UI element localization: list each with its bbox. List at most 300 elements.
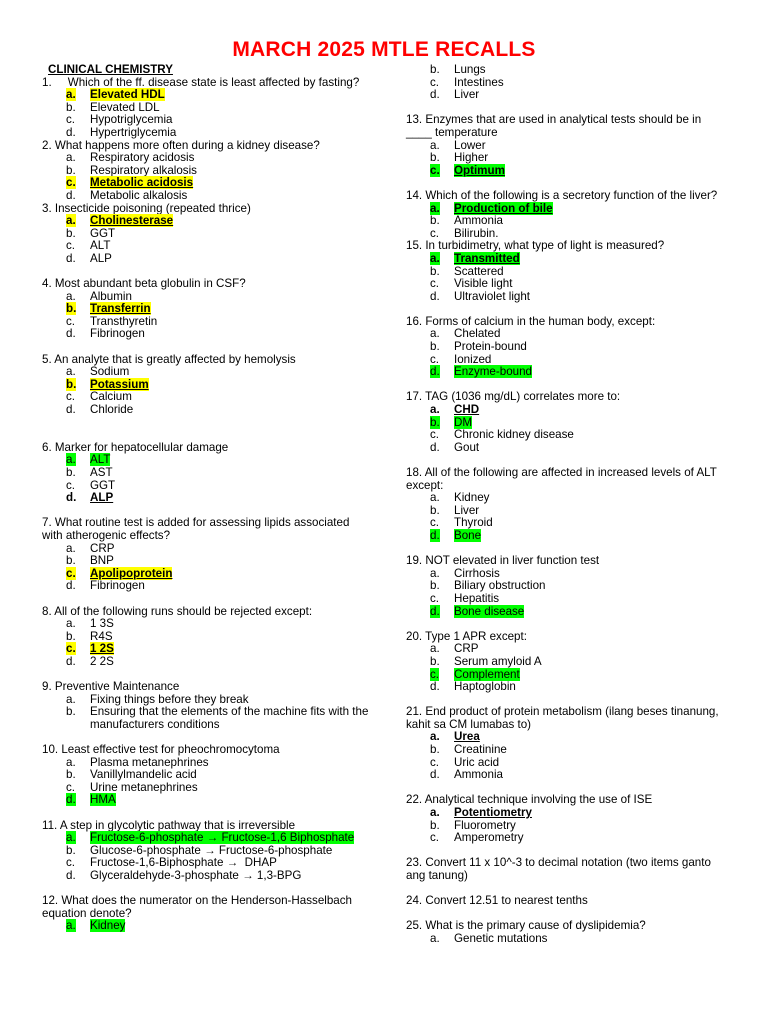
option-text: Sodium <box>90 365 130 379</box>
answer-option <box>406 681 728 694</box>
question-text: 9. Preventive Maintenance <box>42 680 180 694</box>
option-letter-text: c. <box>430 277 440 291</box>
option-text: Apolipoprotein <box>90 566 173 580</box>
spacer <box>42 341 372 354</box>
question-text: 17. TAG (1036 mg/dL) correlates more to: <box>406 390 621 404</box>
option-text-wrap <box>90 480 372 493</box>
option-letter-text: d. <box>66 654 76 668</box>
option-letter-text: a. <box>430 566 440 580</box>
option-text: Urea <box>454 730 480 744</box>
option-letter-text: a. <box>430 251 440 265</box>
option-text: Cirrhosis <box>454 566 500 580</box>
option-letter <box>66 580 90 593</box>
question-text: 11. A step in glycolytic pathway that is irreversible <box>42 818 296 832</box>
question-text: 21. End product of protein metabolism (ilang beses tinanung, kahit sa CM lumabas to) <box>406 705 719 731</box>
option-letter-text: a. <box>430 931 440 945</box>
question-text: 3. Insecticide poisoning (repeated thrice) <box>42 201 251 215</box>
answer-option <box>406 656 728 669</box>
right-column <box>406 64 728 946</box>
option-text: Plasma metanephrines <box>90 755 209 769</box>
option-letter <box>430 366 454 379</box>
option-letter-text: b. <box>66 466 76 479</box>
option-letter <box>430 832 454 845</box>
option-text: Liver <box>454 503 480 517</box>
option-text: Fluorometry <box>454 818 516 832</box>
question-item <box>42 895 372 933</box>
answer-option <box>42 706 372 731</box>
option-text: Chloride <box>90 403 134 417</box>
option-letter-text: a. <box>430 327 440 341</box>
option-letter-text: a. <box>66 289 76 303</box>
option-letter-text: c. <box>66 780 76 794</box>
option-letter-text: b. <box>66 554 76 568</box>
option-text: Hypotriglycemia <box>90 113 173 127</box>
option-text: Fructose-1,6-Biphosphate → DHAP <box>90 856 277 870</box>
question-text: 15. In turbidimetry, what type of light is measured? <box>406 239 665 253</box>
option-letter-text: b. <box>430 579 440 593</box>
option-letter-text: c. <box>430 755 440 769</box>
option-text: Ammonia <box>454 768 503 782</box>
option-letter-text: a. <box>66 365 76 379</box>
option-text: Ensuring that the elements of the machine fits with the manufacturers conditions <box>90 705 369 731</box>
option-text: R4S <box>90 629 113 643</box>
option-text: Liver <box>454 88 480 102</box>
option-text: ALP <box>90 251 112 265</box>
option-text: Lower <box>454 138 486 152</box>
option-text: GGT <box>90 478 116 492</box>
left-column <box>42 64 372 933</box>
option-letter-text: b. <box>430 214 440 228</box>
option-text-wrap <box>90 328 372 341</box>
spacer <box>406 618 728 631</box>
question-item <box>406 631 728 694</box>
question-text: 23. Convert 11 x 10^-3 to decimal notation (two items ganto ang tanung) <box>406 856 711 882</box>
option-text-wrap <box>454 291 728 304</box>
option-letter-text: c. <box>66 113 76 127</box>
option-letter <box>430 530 454 543</box>
option-letter <box>66 190 90 203</box>
option-text-wrap <box>454 530 728 543</box>
option-text: CRP <box>90 541 115 555</box>
option-text-wrap <box>454 140 728 153</box>
option-letter-text: b. <box>430 503 440 517</box>
option-letter <box>66 253 90 266</box>
option-text: Potentiometry <box>454 806 532 820</box>
option-text: Elevated HDL <box>90 88 165 102</box>
answer-option <box>406 769 728 782</box>
question-item <box>406 240 728 303</box>
option-text: Calcium <box>90 390 132 404</box>
left-question-list <box>42 77 372 933</box>
option-text-wrap <box>454 492 728 505</box>
option-letter <box>66 328 90 341</box>
option-text: Amperometry <box>454 831 524 845</box>
option-letter-text: d. <box>66 793 76 807</box>
option-text: Elevated LDL <box>90 100 160 114</box>
question-item <box>406 467 728 543</box>
option-letter-text: a. <box>430 806 440 820</box>
option-text-wrap <box>90 492 372 505</box>
answer-option <box>42 328 372 341</box>
option-letter-text: b. <box>430 63 440 76</box>
option-letter-text: d. <box>430 440 440 454</box>
option-text: Enzyme-bound <box>454 365 532 379</box>
option-text: Uric acid <box>454 755 500 769</box>
question-text: 4. Most abundant beta globulin in CSF? <box>42 277 246 291</box>
option-letter-text: c. <box>66 856 76 870</box>
question-text: 25. What is the primary cause of dyslipidemia? <box>406 919 646 933</box>
option-letter-text: b. <box>66 629 76 643</box>
option-text-wrap <box>454 89 728 102</box>
option-text: GGT <box>90 226 116 240</box>
option-text-wrap <box>454 505 728 518</box>
question-text: 13. Enzymes that are used in analytical tests should be in ____ temperature <box>406 113 702 139</box>
option-text: Gout <box>454 440 480 454</box>
answer-option <box>42 366 372 379</box>
option-letter <box>66 127 90 140</box>
option-letter-text: a. <box>66 88 76 102</box>
answer-option <box>406 933 728 946</box>
option-text-wrap <box>90 656 372 669</box>
option-text-wrap <box>454 404 728 417</box>
option-text: Scattered <box>454 264 504 278</box>
option-letter-text: c. <box>66 176 76 190</box>
option-letter <box>430 291 454 304</box>
option-letter-text: c. <box>66 478 76 492</box>
question-item <box>42 203 372 266</box>
question-item <box>406 895 728 908</box>
option-text: Glucose-6-phosphate → Fructose-6-phosphate <box>90 843 333 857</box>
option-text: Respiratory alkalosis <box>90 163 197 177</box>
option-text: ALT <box>90 239 111 253</box>
question-text: 24. Convert 12.51 to nearest tenths <box>406 894 588 908</box>
option-letter <box>66 404 90 417</box>
option-text-wrap <box>90 706 372 731</box>
option-text: Production of bile <box>454 201 553 215</box>
option-letter-text: a. <box>66 617 76 631</box>
option-text-wrap <box>90 920 372 933</box>
option-letter-text: c. <box>430 516 440 530</box>
option-letter-text: d. <box>430 768 440 782</box>
option-letter-text: c. <box>430 428 440 442</box>
option-letter <box>66 366 90 379</box>
option-text: ALP <box>90 491 114 505</box>
question-text: 22. Analytical technique involving the use of ISE <box>406 793 653 807</box>
spacer <box>42 593 372 606</box>
option-letter-text: c. <box>66 566 76 580</box>
option-letter <box>430 404 454 417</box>
spacer <box>42 417 372 430</box>
option-text: Potassium <box>90 377 149 391</box>
answer-option <box>406 165 728 178</box>
option-text: Fixing things before they break <box>90 692 249 706</box>
option-text-wrap <box>454 77 728 90</box>
option-letter-text: b. <box>430 415 440 429</box>
option-letter-text: a. <box>430 491 440 505</box>
option-letter <box>430 593 454 606</box>
option-letter-text: b. <box>66 226 76 240</box>
option-text-wrap <box>454 681 728 694</box>
option-letter-text: c. <box>430 75 440 89</box>
option-letter-text: a. <box>430 642 440 656</box>
question-text: 14. Which of the following is a secretory function of the liver? <box>406 188 718 202</box>
option-text-wrap <box>454 769 728 782</box>
option-text-wrap <box>90 543 372 556</box>
option-text-wrap <box>90 215 372 228</box>
answer-option <box>42 555 372 568</box>
option-letter <box>66 656 90 669</box>
option-letter-text: c. <box>66 314 76 328</box>
option-text: Creatinine <box>454 743 507 757</box>
option-letter-text: b. <box>66 302 77 316</box>
option-text-wrap <box>454 517 728 530</box>
option-letter-text: c. <box>430 352 440 366</box>
option-text-wrap <box>90 253 372 266</box>
answer-option <box>42 870 372 883</box>
question-text: 6. Marker for hepatocellular damage <box>42 440 229 454</box>
option-text: Respiratory acidosis <box>90 151 195 165</box>
option-letter-text: c. <box>430 667 440 681</box>
option-letter-text: b. <box>66 163 76 177</box>
question-item <box>406 857 728 882</box>
option-text-wrap <box>454 366 728 379</box>
option-letter-text: b. <box>430 151 440 165</box>
option-text: Visible light <box>454 277 513 291</box>
option-letter-text: a. <box>66 541 76 555</box>
option-text: Cholinesterase <box>90 214 174 228</box>
option-text: 2 2S <box>90 654 114 668</box>
option-letter <box>430 606 454 619</box>
answer-option <box>406 593 728 606</box>
option-text: Hepatitis <box>454 591 500 605</box>
option-letter <box>430 681 454 694</box>
option-text: Transferrin <box>90 302 151 316</box>
answer-option <box>42 253 372 266</box>
option-text: Fibrinogen <box>90 327 145 341</box>
option-text-wrap <box>454 341 728 354</box>
option-letter-text: a. <box>66 755 76 769</box>
option-text-wrap <box>90 228 372 241</box>
option-letter-text: b. <box>430 818 440 832</box>
question-item <box>42 442 372 505</box>
question-text: 8. All of the following runs should be rejected except: <box>42 604 313 618</box>
answer-option <box>406 404 728 417</box>
option-letter-text: c. <box>66 390 76 404</box>
option-text: Ionized <box>454 352 492 366</box>
question-text: 16. Forms of calcium in the human body, except: <box>406 314 656 328</box>
option-text-wrap <box>90 782 372 795</box>
option-letter-text: a. <box>66 692 76 706</box>
option-letter <box>430 656 454 669</box>
option-text: 1 3S <box>90 617 114 631</box>
option-letter-text: d. <box>66 579 76 593</box>
option-letter <box>430 152 454 165</box>
option-text-wrap <box>90 467 372 480</box>
option-letter-text: d. <box>430 528 440 542</box>
option-letter-text: d. <box>430 604 440 618</box>
question-text: 1. Which of the ff. disease state is least affected by fasting? <box>42 75 360 89</box>
option-text: Thyroid <box>454 516 493 530</box>
option-text: Complement <box>454 667 520 681</box>
spacer <box>42 429 372 442</box>
option-letter <box>430 933 454 946</box>
option-text: Serum amyloid A <box>454 654 542 668</box>
answer-option <box>42 656 372 669</box>
answer-option <box>406 89 728 102</box>
question-text: 19. NOT elevated in liver function test <box>406 554 600 568</box>
option-text: Glyceraldehyde-3-phosphate → 1,3-BPG <box>90 869 302 882</box>
option-letter-text: a. <box>430 730 440 744</box>
option-text-wrap <box>90 366 372 379</box>
option-letter-text: a. <box>430 201 440 215</box>
spacer <box>42 807 372 820</box>
question-item <box>406 64 728 102</box>
option-letter-text: a. <box>66 919 76 933</box>
option-letter-text: c. <box>430 591 440 605</box>
option-letter-text: d. <box>66 251 76 265</box>
answer-option <box>406 832 728 845</box>
option-letter-text: c. <box>430 226 440 240</box>
option-text: Genetic mutations <box>454 931 548 945</box>
question-item <box>406 114 728 177</box>
option-text-wrap <box>90 555 372 568</box>
option-text-wrap <box>454 933 728 946</box>
question-item <box>42 278 372 341</box>
option-letter-text: b. <box>66 768 76 782</box>
option-text: Optimum <box>454 163 505 177</box>
option-text-wrap <box>90 580 372 593</box>
answer-option <box>406 530 728 543</box>
answer-option <box>42 794 372 807</box>
question-text: 7. What routine test is added for assessing lipids associated with atherogenic effects? <box>42 516 350 542</box>
option-letter-text: d. <box>66 403 76 417</box>
question-text: 20. Type 1 APR except: <box>406 629 527 643</box>
option-letter-text: a. <box>66 453 76 467</box>
question-item <box>42 354 372 417</box>
option-text: Ultraviolet light <box>454 289 531 303</box>
answer-option <box>42 404 372 417</box>
option-text: Ammonia <box>454 214 503 228</box>
answer-option <box>42 580 372 593</box>
answer-option <box>406 291 728 304</box>
option-text: HMA <box>90 793 116 807</box>
option-letter-text: d. <box>430 365 440 379</box>
question-item <box>406 555 728 618</box>
question-text: 5. An analyte that is greatly affected by hemolysis <box>42 352 296 366</box>
option-letter-text: a. <box>66 214 76 228</box>
option-text: Higher <box>454 151 489 165</box>
option-letter-text: b. <box>430 340 440 354</box>
option-text-wrap <box>454 593 728 606</box>
option-text-wrap <box>454 832 728 845</box>
option-letter-text: d. <box>66 327 76 341</box>
option-text-wrap <box>454 165 728 178</box>
option-letter-text: b. <box>66 843 76 857</box>
question-item <box>42 77 372 140</box>
option-text-wrap <box>454 656 728 669</box>
option-text-wrap <box>90 404 372 417</box>
option-letter-text: a. <box>430 138 440 152</box>
option-letter <box>66 706 90 731</box>
option-letter-text: d. <box>66 188 76 202</box>
option-text: Fructose-6-phosphate → Fructose-1,6 Biphosphate <box>90 831 355 845</box>
question-item <box>406 920 728 945</box>
option-text-wrap <box>90 240 372 253</box>
option-text: 1 2S <box>90 642 114 656</box>
option-text: Bone <box>454 528 482 542</box>
option-text: Chelated <box>454 327 501 341</box>
option-text: ALT <box>90 453 111 467</box>
option-text-wrap <box>90 631 372 644</box>
question-item <box>406 794 728 844</box>
option-letter-text: d. <box>66 125 76 139</box>
option-text: Transthyretin <box>90 314 158 328</box>
option-text: BNP <box>90 554 114 568</box>
option-letter-text: c. <box>430 163 440 177</box>
question-item <box>406 706 728 782</box>
option-letter <box>430 442 454 455</box>
option-text: Intestines <box>454 75 504 89</box>
page-title: MARCH 2025 MTLE RECALLS <box>232 38 536 61</box>
option-text-wrap <box>454 152 728 165</box>
option-text-wrap <box>454 429 728 442</box>
answer-option <box>42 920 372 933</box>
option-text-wrap <box>454 442 728 455</box>
question-item <box>406 391 728 454</box>
option-text-wrap <box>90 454 372 467</box>
option-text: Protein-bound <box>454 340 527 354</box>
question-text: 18. All of the following are affected in increased levels of ALT except: <box>406 466 717 492</box>
option-letter <box>66 794 90 807</box>
option-text: Metabolic acidosis <box>90 176 194 190</box>
option-letter-text: d. <box>430 289 440 303</box>
option-letter <box>66 870 90 883</box>
question-text: 2. What happens more often during a kidney disease? <box>42 138 320 152</box>
option-letter-text: d. <box>430 88 440 102</box>
option-text: Kidney <box>90 919 126 933</box>
option-letter-text: b. <box>430 654 440 668</box>
answer-option <box>406 606 728 619</box>
question-item <box>406 316 728 379</box>
option-text: Urine metanephrines <box>90 780 198 794</box>
option-text: CRP <box>454 642 479 656</box>
option-text: CHD <box>454 403 480 417</box>
spacer <box>406 303 728 316</box>
option-text: Bone disease <box>454 604 525 618</box>
option-text: DM <box>454 415 473 429</box>
question-text: 12. What does the numerator on the Henderson-Hasselbach equation denote? <box>42 894 352 920</box>
option-letter <box>430 165 454 178</box>
option-text: Haptoglobin <box>454 680 516 694</box>
answer-option <box>406 152 728 165</box>
answer-option <box>42 190 372 203</box>
option-text: Chronic kidney disease <box>454 428 574 442</box>
option-text: Albumin <box>90 289 132 303</box>
option-text: Lungs <box>454 63 486 76</box>
option-letter-text: d. <box>66 869 76 882</box>
option-letter-text: b. <box>430 743 440 757</box>
answer-option <box>42 492 372 505</box>
option-text: AST <box>90 466 113 479</box>
option-text: Bilirubin. <box>454 226 499 240</box>
option-letter-text: a. <box>66 151 76 165</box>
question-item <box>406 190 728 240</box>
question-item <box>42 140 372 203</box>
option-text: Kidney <box>454 491 490 505</box>
section-heading: CLINICAL CHEMISTRY <box>48 63 173 76</box>
option-text-wrap <box>90 190 372 203</box>
option-letter-text: c. <box>66 239 76 253</box>
